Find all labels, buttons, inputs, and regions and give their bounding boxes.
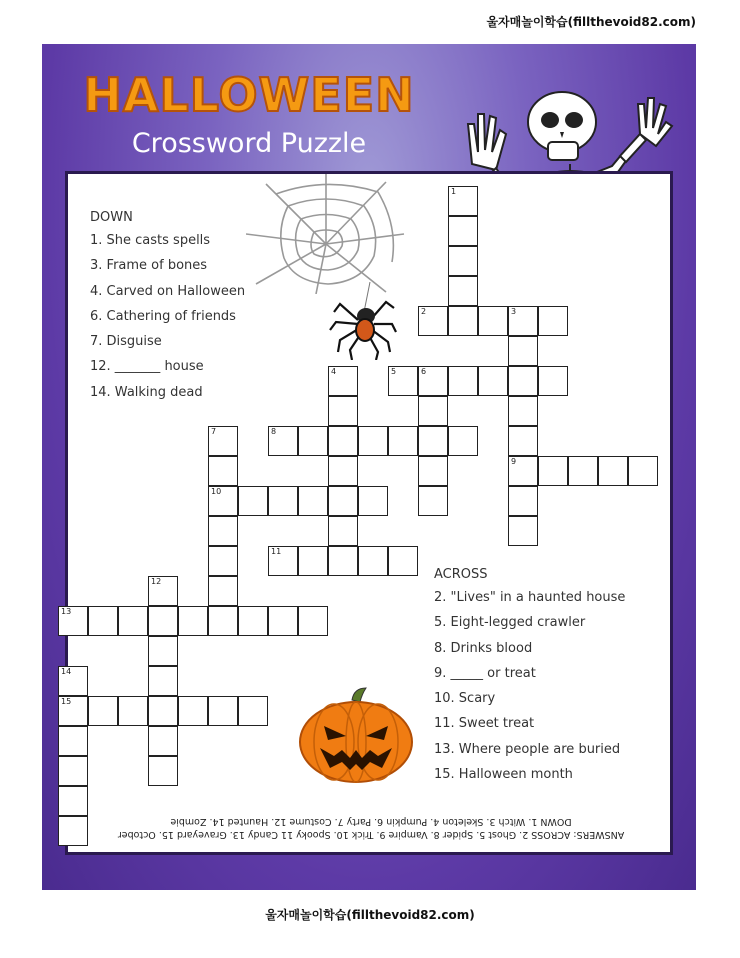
puzzle-panel bbox=[61, 171, 673, 855]
across-clue: 9. _____ or treat bbox=[434, 665, 536, 681]
clue-number: 12 bbox=[151, 577, 162, 586]
grid-cell[interactable] bbox=[118, 606, 148, 636]
grid-cell[interactable] bbox=[118, 696, 148, 726]
grid-cell[interactable] bbox=[358, 546, 388, 576]
down-clue: 7. Disguise bbox=[90, 334, 162, 350]
grid-cell[interactable] bbox=[268, 426, 298, 456]
down-clue: 4. Carved on Halloween bbox=[90, 283, 246, 299]
grid-cell[interactable] bbox=[418, 396, 448, 426]
grid-cell[interactable] bbox=[208, 546, 238, 576]
grid-cell[interactable] bbox=[328, 546, 358, 576]
down-clue: 1. She casts spells bbox=[90, 233, 211, 248]
grid-cell[interactable] bbox=[388, 366, 418, 396]
grid-cell[interactable] bbox=[148, 576, 178, 606]
grid-cell[interactable] bbox=[358, 486, 388, 516]
answer-key bbox=[78, 815, 664, 841]
clue-number: 15 bbox=[61, 697, 72, 706]
grid-cell[interactable] bbox=[508, 336, 538, 366]
grid-cell[interactable] bbox=[478, 366, 508, 396]
grid-cell[interactable] bbox=[238, 696, 268, 726]
grid-cell[interactable] bbox=[478, 306, 508, 336]
grid-cell[interactable] bbox=[208, 426, 238, 456]
grid-cell[interactable] bbox=[538, 366, 568, 396]
grid-cell[interactable] bbox=[448, 216, 478, 246]
grid-cell[interactable] bbox=[178, 606, 208, 636]
grid-cell[interactable] bbox=[58, 786, 88, 816]
grid-cell[interactable] bbox=[508, 456, 538, 486]
grid-cell[interactable] bbox=[298, 606, 328, 636]
grid-cell[interactable] bbox=[328, 486, 358, 516]
clue-number: 7 bbox=[211, 427, 217, 436]
grid-cell[interactable] bbox=[448, 276, 478, 306]
title-halloween: HALLOWEEN bbox=[83, 68, 415, 122]
grid-cell[interactable] bbox=[268, 546, 298, 576]
grid-cell[interactable] bbox=[418, 456, 448, 486]
grid-cell[interactable] bbox=[418, 486, 448, 516]
grid-cell[interactable] bbox=[58, 696, 88, 726]
grid-cell[interactable] bbox=[148, 726, 178, 756]
down-clues bbox=[90, 210, 245, 410]
grid-cell[interactable] bbox=[508, 486, 538, 516]
across-heading: ACROSS bbox=[434, 567, 488, 582]
clue-number: 3 bbox=[511, 307, 517, 316]
grid-cell[interactable] bbox=[418, 426, 448, 456]
clue-number: 9 bbox=[511, 457, 517, 466]
grid-cell[interactable] bbox=[148, 606, 178, 636]
grid-cell[interactable] bbox=[88, 696, 118, 726]
across-clues bbox=[434, 567, 625, 792]
grid-cell[interactable] bbox=[388, 546, 418, 576]
across-clue: 8. Drinks blood bbox=[434, 640, 533, 656]
poster bbox=[42, 44, 696, 890]
grid-cell[interactable] bbox=[508, 366, 538, 396]
grid-cell[interactable] bbox=[328, 366, 358, 396]
grid-cell[interactable] bbox=[418, 306, 448, 336]
grid-cell[interactable] bbox=[328, 396, 358, 426]
down-clue: 6. Cathering of friends bbox=[90, 308, 236, 324]
grid-cell[interactable] bbox=[238, 486, 268, 516]
spider-web-icon bbox=[246, 174, 406, 294]
clue-number: 8 bbox=[271, 427, 277, 436]
grid-cell[interactable] bbox=[418, 366, 448, 396]
grid-cell[interactable] bbox=[598, 456, 628, 486]
grid-cell[interactable] bbox=[388, 426, 418, 456]
grid-cell[interactable] bbox=[88, 606, 118, 636]
grid-cell[interactable] bbox=[148, 666, 178, 696]
across-clue: 11. Sweet treat bbox=[434, 716, 535, 732]
grid-cell[interactable] bbox=[628, 456, 658, 486]
across-clue: 2. "Lives" in a haunted house bbox=[434, 590, 626, 605]
clue-number: 6 bbox=[421, 367, 427, 376]
grid-cell[interactable] bbox=[268, 606, 298, 636]
grid-cell[interactable] bbox=[58, 606, 88, 636]
down-clue: 12. _______ house bbox=[90, 359, 204, 375]
grid-cell[interactable] bbox=[448, 426, 478, 456]
answer-key-line: DOWN 1. Witch 3. Skeleton 4. Pumpkin 6. Party 7. Costume 12. Haunted 14. Zombie bbox=[170, 816, 572, 827]
grid-cell[interactable] bbox=[328, 456, 358, 486]
spider-icon bbox=[328, 282, 398, 360]
grid-cell[interactable] bbox=[238, 606, 268, 636]
across-clue: 10. Scary bbox=[434, 691, 496, 707]
down-clue: 3. Frame of bones bbox=[90, 258, 208, 274]
grid-cell[interactable] bbox=[508, 426, 538, 456]
clue-number: 1 bbox=[451, 187, 457, 196]
grid-cell[interactable] bbox=[208, 456, 238, 486]
grid-cell[interactable] bbox=[508, 396, 538, 426]
grid-cell[interactable] bbox=[178, 696, 208, 726]
grid-cell[interactable] bbox=[208, 486, 238, 516]
grid-cell[interactable] bbox=[148, 756, 178, 786]
grid-cell[interactable] bbox=[328, 516, 358, 546]
grid-cell[interactable] bbox=[58, 726, 88, 756]
clue-number: 2 bbox=[421, 307, 427, 316]
across-clue: 15. Halloween month bbox=[434, 767, 573, 783]
grid-cell[interactable] bbox=[448, 246, 478, 276]
grid-cell[interactable] bbox=[208, 516, 238, 546]
down-clue: 14. Walking dead bbox=[90, 384, 203, 400]
grid-cell[interactable] bbox=[148, 696, 178, 726]
grid-cell[interactable] bbox=[58, 756, 88, 786]
grid-cell[interactable] bbox=[58, 666, 88, 696]
across-clue: 13. Where people are buried bbox=[434, 741, 621, 757]
grid-cell[interactable] bbox=[298, 426, 328, 456]
grid-cell[interactable] bbox=[508, 306, 538, 336]
site-label-bottom: 울자매놀이학습(fillthevoid82.com) bbox=[265, 908, 475, 922]
grid-cell[interactable] bbox=[268, 486, 298, 516]
grid-cell[interactable] bbox=[208, 576, 238, 606]
grid-cell[interactable] bbox=[538, 456, 568, 486]
grid-cell[interactable] bbox=[298, 546, 328, 576]
down-heading: DOWN bbox=[90, 210, 133, 225]
grid-cell[interactable] bbox=[508, 516, 538, 546]
grid-cell[interactable] bbox=[538, 306, 568, 336]
grid-cell[interactable] bbox=[148, 636, 178, 666]
clue-number: 13 bbox=[61, 607, 72, 616]
clue-number: 10 bbox=[211, 487, 222, 496]
grid-cell[interactable] bbox=[448, 186, 478, 216]
grid-cell[interactable] bbox=[358, 426, 388, 456]
grid-cell[interactable] bbox=[568, 456, 598, 486]
grid-cell[interactable] bbox=[208, 696, 238, 726]
grid-cell[interactable] bbox=[208, 606, 238, 636]
grid-cell[interactable] bbox=[448, 306, 478, 336]
across-clue: 5. Eight-legged crawler bbox=[434, 615, 586, 631]
clue-number: 11 bbox=[271, 547, 282, 556]
clue-number: 14 bbox=[61, 667, 72, 676]
site-label-top: 울자매놀이학습(fillthevoid82.com) bbox=[486, 15, 696, 29]
pumpkin-icon bbox=[296, 686, 416, 786]
clue-number: 5 bbox=[391, 367, 397, 376]
clue-number: 4 bbox=[331, 367, 337, 376]
grid-cell[interactable] bbox=[448, 366, 478, 396]
answer-key-line: ANSWERS: ACROSS 2. Ghost 5. Spider 8. Vampire 9. Trick 10. Spooky 11 Candy 13. Graveyard 15. October bbox=[117, 829, 625, 840]
grid-cell[interactable] bbox=[298, 486, 328, 516]
title-crossword: Crossword Puzzle bbox=[131, 128, 367, 159]
grid-cell[interactable] bbox=[328, 426, 358, 456]
